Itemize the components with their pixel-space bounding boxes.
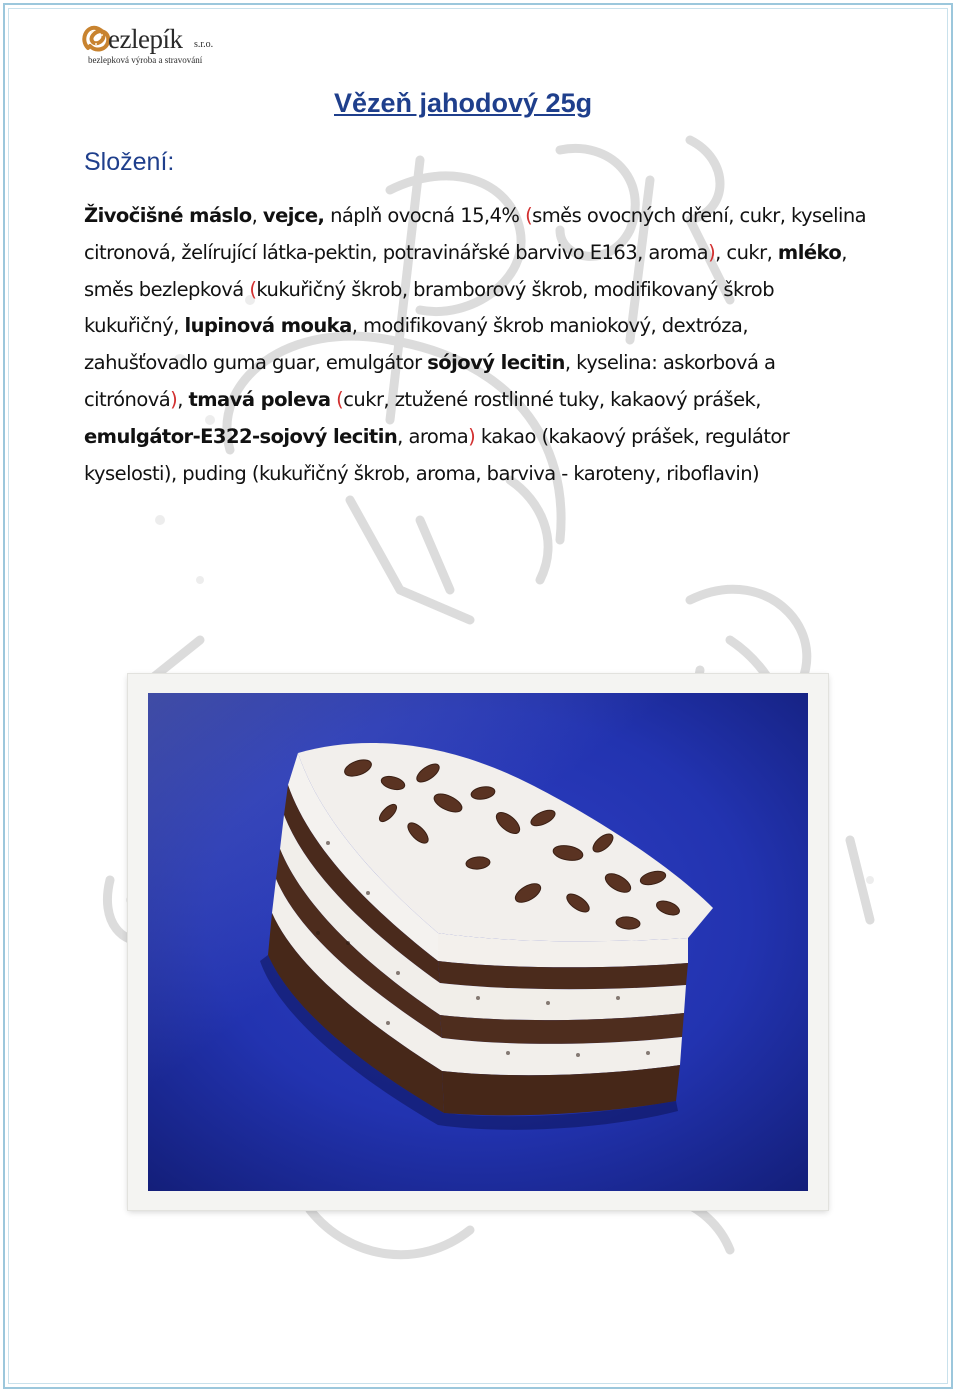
ingredient-segment: , modifikovaný škrob maniokový, dextróza, zahušťovadlo guma guar, emulgátor (84, 314, 748, 375)
ingredient-parenthesis: ) (708, 240, 716, 264)
ingredient-bold-segment: emulgátor-E322-sojový lecitin (84, 424, 398, 448)
photo-frame (128, 674, 828, 1210)
ingredient-parenthesis: ) (468, 424, 476, 448)
logo-name: ezlepík (108, 24, 183, 54)
ingredient-bold-segment: vejce, (262, 204, 325, 227)
ingredient-segment: náplň ovocná 15,4% (324, 204, 526, 227)
ingredient-bold-segment: Živočišné máslo (84, 204, 252, 227)
ingredient-parenthesis: ( (525, 204, 533, 227)
ingredient-bold-segment: mléko (777, 240, 842, 264)
ingredient-segment: , (177, 387, 189, 411)
product-title: Vězeň jahodový 25g (334, 88, 593, 118)
ingredient-bold-segment: tmavá poleva (188, 387, 331, 411)
company-logo (82, 22, 222, 68)
ingredient-segment: , aroma (397, 424, 469, 448)
ingredient-segment: , (251, 204, 263, 227)
ingredient-bold-segment: lupinová mouka (184, 314, 352, 338)
ingredient-segment: cukr, ztužené rostlinné tuky, kakaový prášek, (343, 387, 761, 411)
ingredient-segment: kukuřičný škrob, bramborový škrob, modifikovaný škrob kukuřičný, (84, 277, 775, 338)
logo-tagline: bezlepková výroba a stravování (88, 55, 203, 65)
ingredient-segment: kakao (kakaový prášek, regulátor kyselosti), puding (kukuřičný škrob, aroma, barviva - karoteny, riboflavin) (84, 424, 790, 485)
ingredient-segment: , směs bezlepková (84, 240, 847, 301)
ingredient-parenthesis: ( (249, 277, 257, 301)
logo-legal-form: s.r.o. (194, 39, 214, 50)
ingredients-heading: Složení: (84, 148, 175, 176)
ingredient-segment: , kyselina: askorbová a citrónová (84, 351, 776, 411)
ingredient-segment: , cukr, (715, 240, 778, 264)
product-photo (148, 693, 808, 1191)
ingredient-parenthesis: ( (336, 387, 344, 411)
ingredients-text (84, 198, 874, 492)
ingredient-segment: směs ovocných dření, cukr, kyselina citronová, želírující látka-pektin, potravinářské barvivo E163, aroma (84, 204, 867, 264)
ingredient-parenthesis: ) (170, 387, 178, 411)
ingredient-bold-segment: sójový lecitin (427, 351, 565, 375)
